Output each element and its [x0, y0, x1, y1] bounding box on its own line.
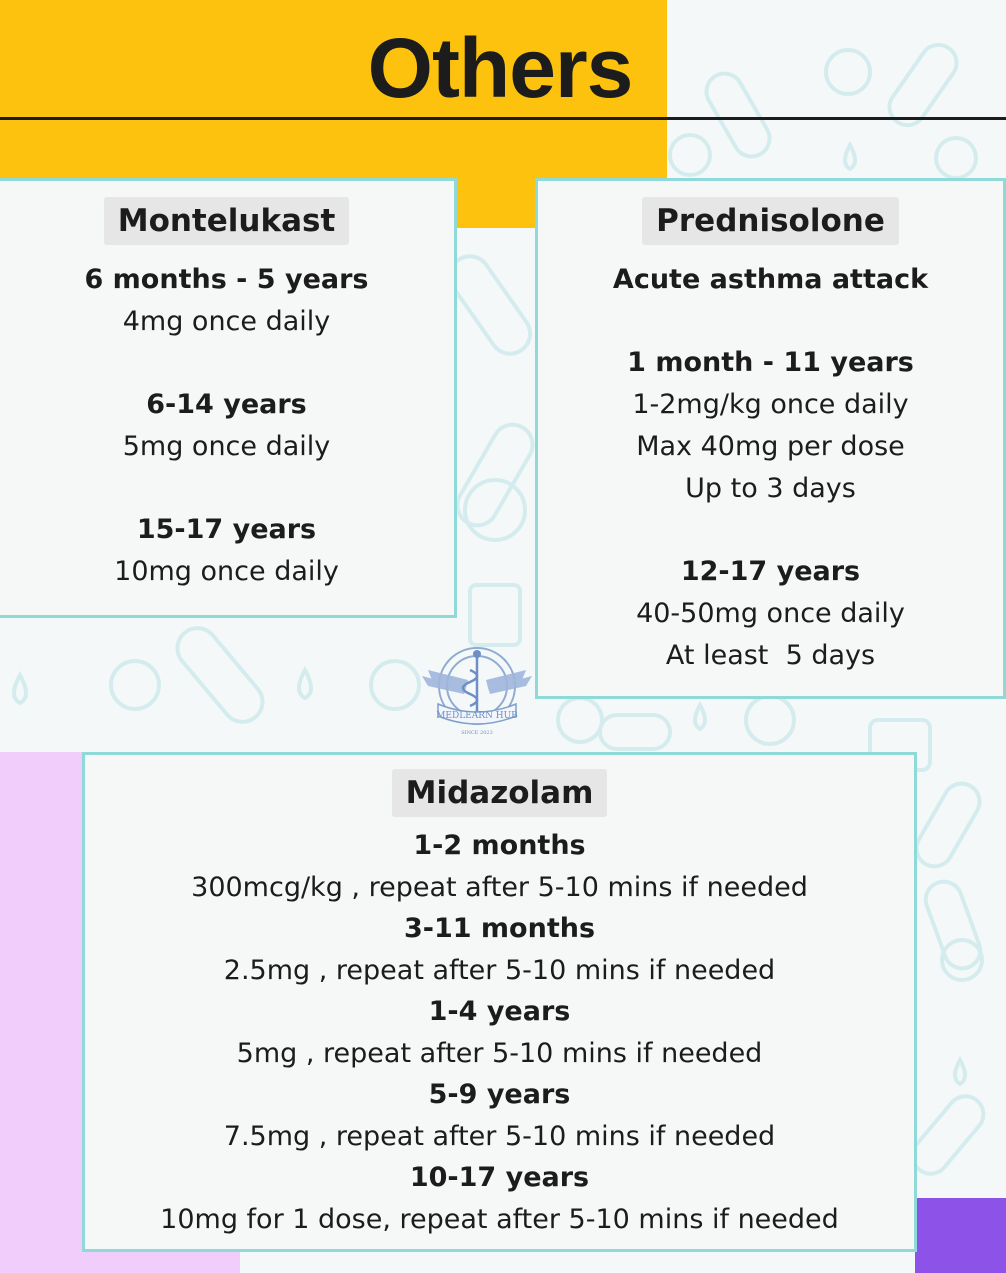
dose-text: 40-50mg once daily [636, 598, 905, 629]
duration-text: Up to 3 days [685, 473, 856, 504]
dose-text: 10mg for 1 dose, repeat after 5-10 mins if needed [160, 1203, 839, 1235]
dose-text: 10mg once daily [114, 556, 339, 587]
age-group: 15-17 years [136, 514, 317, 545]
age-group: 3-11 months [403, 913, 596, 944]
prednisolone-card [535, 178, 1006, 699]
age-group: 10-17 years [409, 1162, 590, 1193]
montelukast-dose-list [0, 259, 454, 593]
max-dose-text: Max 40mg per dose [636, 431, 905, 462]
indication: Acute asthma attack [612, 264, 929, 295]
age-group: 1 month - 11 years [627, 347, 914, 378]
prednisolone-heading: Prednisolone [642, 197, 899, 245]
age-group: 1-2 months [413, 830, 586, 861]
age-group: 5-9 years [428, 1079, 571, 1110]
logo-tag: SINCE 2023 [461, 730, 493, 736]
dose-text: 2.5mg , repeat after 5-10 mins if needed [223, 954, 776, 986]
title-divider [0, 117, 1006, 120]
medlearn-hub-logo [418, 636, 536, 740]
dose-text: 5mg , repeat after 5-10 mins if needed [236, 1037, 763, 1069]
montelukast-card [0, 178, 457, 618]
purple-corner-block [915, 1198, 1006, 1273]
montelukast-heading: Montelukast [104, 197, 350, 245]
age-group: 6-14 years [146, 389, 307, 420]
age-group: 12-17 years [680, 556, 861, 587]
dose-text: 300mcg/kg , repeat after 5-10 mins if needed [191, 871, 808, 903]
prednisolone-dose-list [538, 259, 1003, 677]
dose-text: 4mg once daily [122, 306, 331, 337]
age-group: 6 months - 5 years [84, 264, 369, 295]
dose-text: 7.5mg , repeat after 5-10 mins if needed [223, 1120, 776, 1152]
midazolam-heading: Midazolam [392, 769, 608, 817]
midazolam-card [82, 752, 917, 1252]
logo-name: MEDLEARN HUB [436, 711, 518, 721]
duration-text: At least 5 days [665, 640, 876, 671]
dose-text: 1-2mg/kg once daily [632, 389, 909, 420]
page-title: Others [367, 21, 633, 115]
age-group: 1-4 years [428, 996, 571, 1027]
dose-text: 5mg once daily [122, 431, 331, 462]
midazolam-dose-list [85, 825, 914, 1240]
